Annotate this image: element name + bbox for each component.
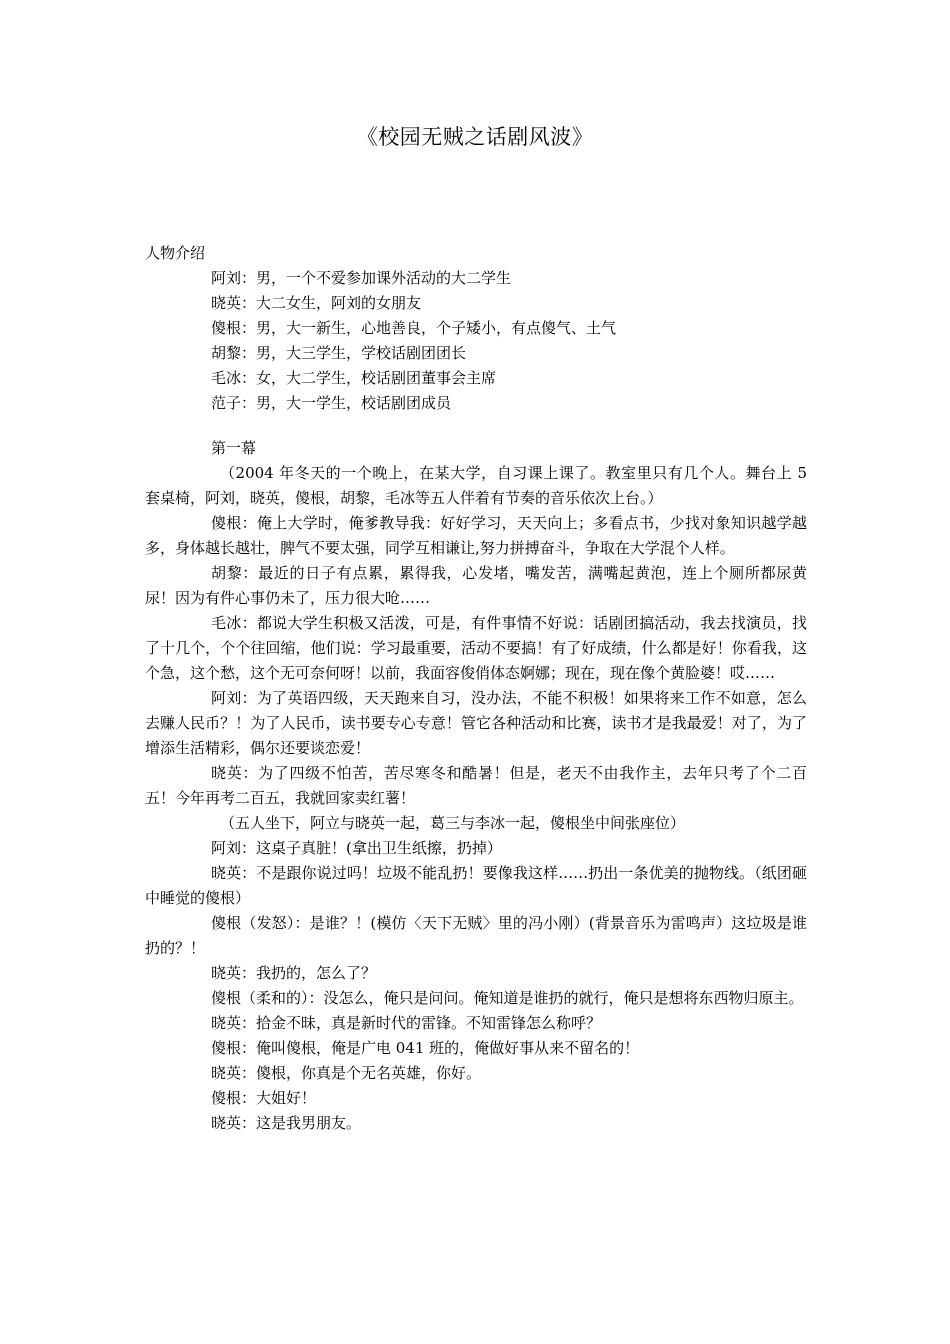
stage-direction-paragraph: （五人坐下，阿立与晓英一起，葛三与李冰一起，傻根坐中间张座位） <box>220 814 686 832</box>
dialogue-paragraph: 阿刘：为了英语四级，天天跑来自习，没办法，不能不积极！如果将来工作不如意，怎么去赚人民币？！为了人民币，读书要专心专意！管它各种活动和比赛，读书才是我最爱！对了，为了增添生活精彩，偶尔还要谈恋爱！ <box>145 689 807 757</box>
dialogue-paragraph: 毛冰：都说大学生积极又活泼，可是，有件事情不好说：话剧团搞活动，我去找演员，找了十几个，个个往回缩，他们说：学习最重要，活动不要搞！有了好成绩，什么都是好！你看我，这个急，这个愁，这个无可奈何呀！以前，我面容俊俏体态婀娜；现在，现在像个黄脸婆！哎…… <box>145 614 807 682</box>
dialogue-paragraph: 阿刘：这桌子真脏！(拿出卫生纸擦，扔掉） <box>211 839 502 857</box>
dialogue-paragraph: 晓英：不是跟你说过吗！垃圾不能乱扔！要像我这样……扔出一条优美的抛物线。（纸团砸中睡觉的傻根） <box>145 864 807 907</box>
dialogue-paragraph: 晓英：傻根，你真是个无名英雄，你好。 <box>211 1064 482 1082</box>
dialogue-paragraph: 傻根（柔和的）：没怎么，俺只是问问。俺知道是谁扔的就行，俺只是想将东西物归原主。 <box>211 989 804 1007</box>
cast-entry-a-liu: 阿刘：男，一个不爱参加课外活动的大二学生 <box>211 269 512 287</box>
cast-entry-xiao-ying: 晓英：大二女生，阿刘的女朋友 <box>211 294 422 312</box>
document-body <box>145 241 807 1136</box>
act-heading: 第一幕 <box>211 439 257 457</box>
dialogue-paragraph: 傻根：俺上大学时，俺爹教导我：好好学习，天天向上；多看点书，少找对象知识越学越多，身体越长越壮，脾气不要太强，同学互相谦让,努力拼搏奋斗，争取在大学混个人样。 <box>145 514 807 557</box>
cast-entry-mao-bing: 毛冰：女，大二学生，校话剧团董事会主席 <box>211 369 497 387</box>
document-title: 《校园无贼之话剧风波》 <box>356 125 594 149</box>
dialogue-paragraph: 晓英：这是我男朋友。 <box>211 1114 362 1132</box>
dialogue-paragraph: 晓英：拾金不昧，真是新时代的雷锋。不知雷锋怎么称呼？ <box>211 1014 602 1032</box>
dialogue-paragraph: 傻根：俺叫傻根，俺是广电 041 班的，俺做好事从来不留名的！ <box>211 1039 640 1057</box>
dialogue-paragraph: 胡黎：最近的日子有点累，累得我，心发堵，嘴发苦，满嘴起黄泡，连上个厕所都尿黄尿！因为有件心事仍未了，压力很大呛…… <box>145 564 807 607</box>
section-spacer <box>145 416 807 436</box>
dialogue-paragraph: 傻根：大姐好！ <box>211 1089 317 1107</box>
cast-heading: 人物介绍 <box>145 244 206 262</box>
dialogue-paragraph: 晓英：我扔的，怎么了？ <box>211 964 377 982</box>
dialogue-paragraph: 晓英：为了四级不怕苦，苦尽寒冬和酷暑！但是，老天不由我作主，去年只考了个二百五！今年再考二百五，我就回家卖红薯！ <box>145 764 807 807</box>
dialogue-paragraph: 傻根（发怒）：是谁？！(模仿〈天下无贼〉里的冯小刚）(背景音乐为雷鸣声）这垃圾是谁扔的？！ <box>145 914 807 957</box>
cast-entry-hu-li: 胡黎：男，大三学生，学校话剧团团长 <box>211 344 467 362</box>
cast-entry-fan-zi: 范子：男，大一学生，校话剧团成员 <box>211 394 452 412</box>
cast-entry-sha-gen: 傻根：男，大一新生，心地善良，个子矮小，有点傻气、土气 <box>211 319 617 337</box>
stage-direction-paragraph: （2004 年冬天的一个晚上，在某大学，自习课上课了。教室里只有几个人。舞台上 5 套桌椅，阿刘，晓英，傻根，胡黎，毛冰等五人伴着有节奏的音乐依次上台。） <box>145 464 807 507</box>
